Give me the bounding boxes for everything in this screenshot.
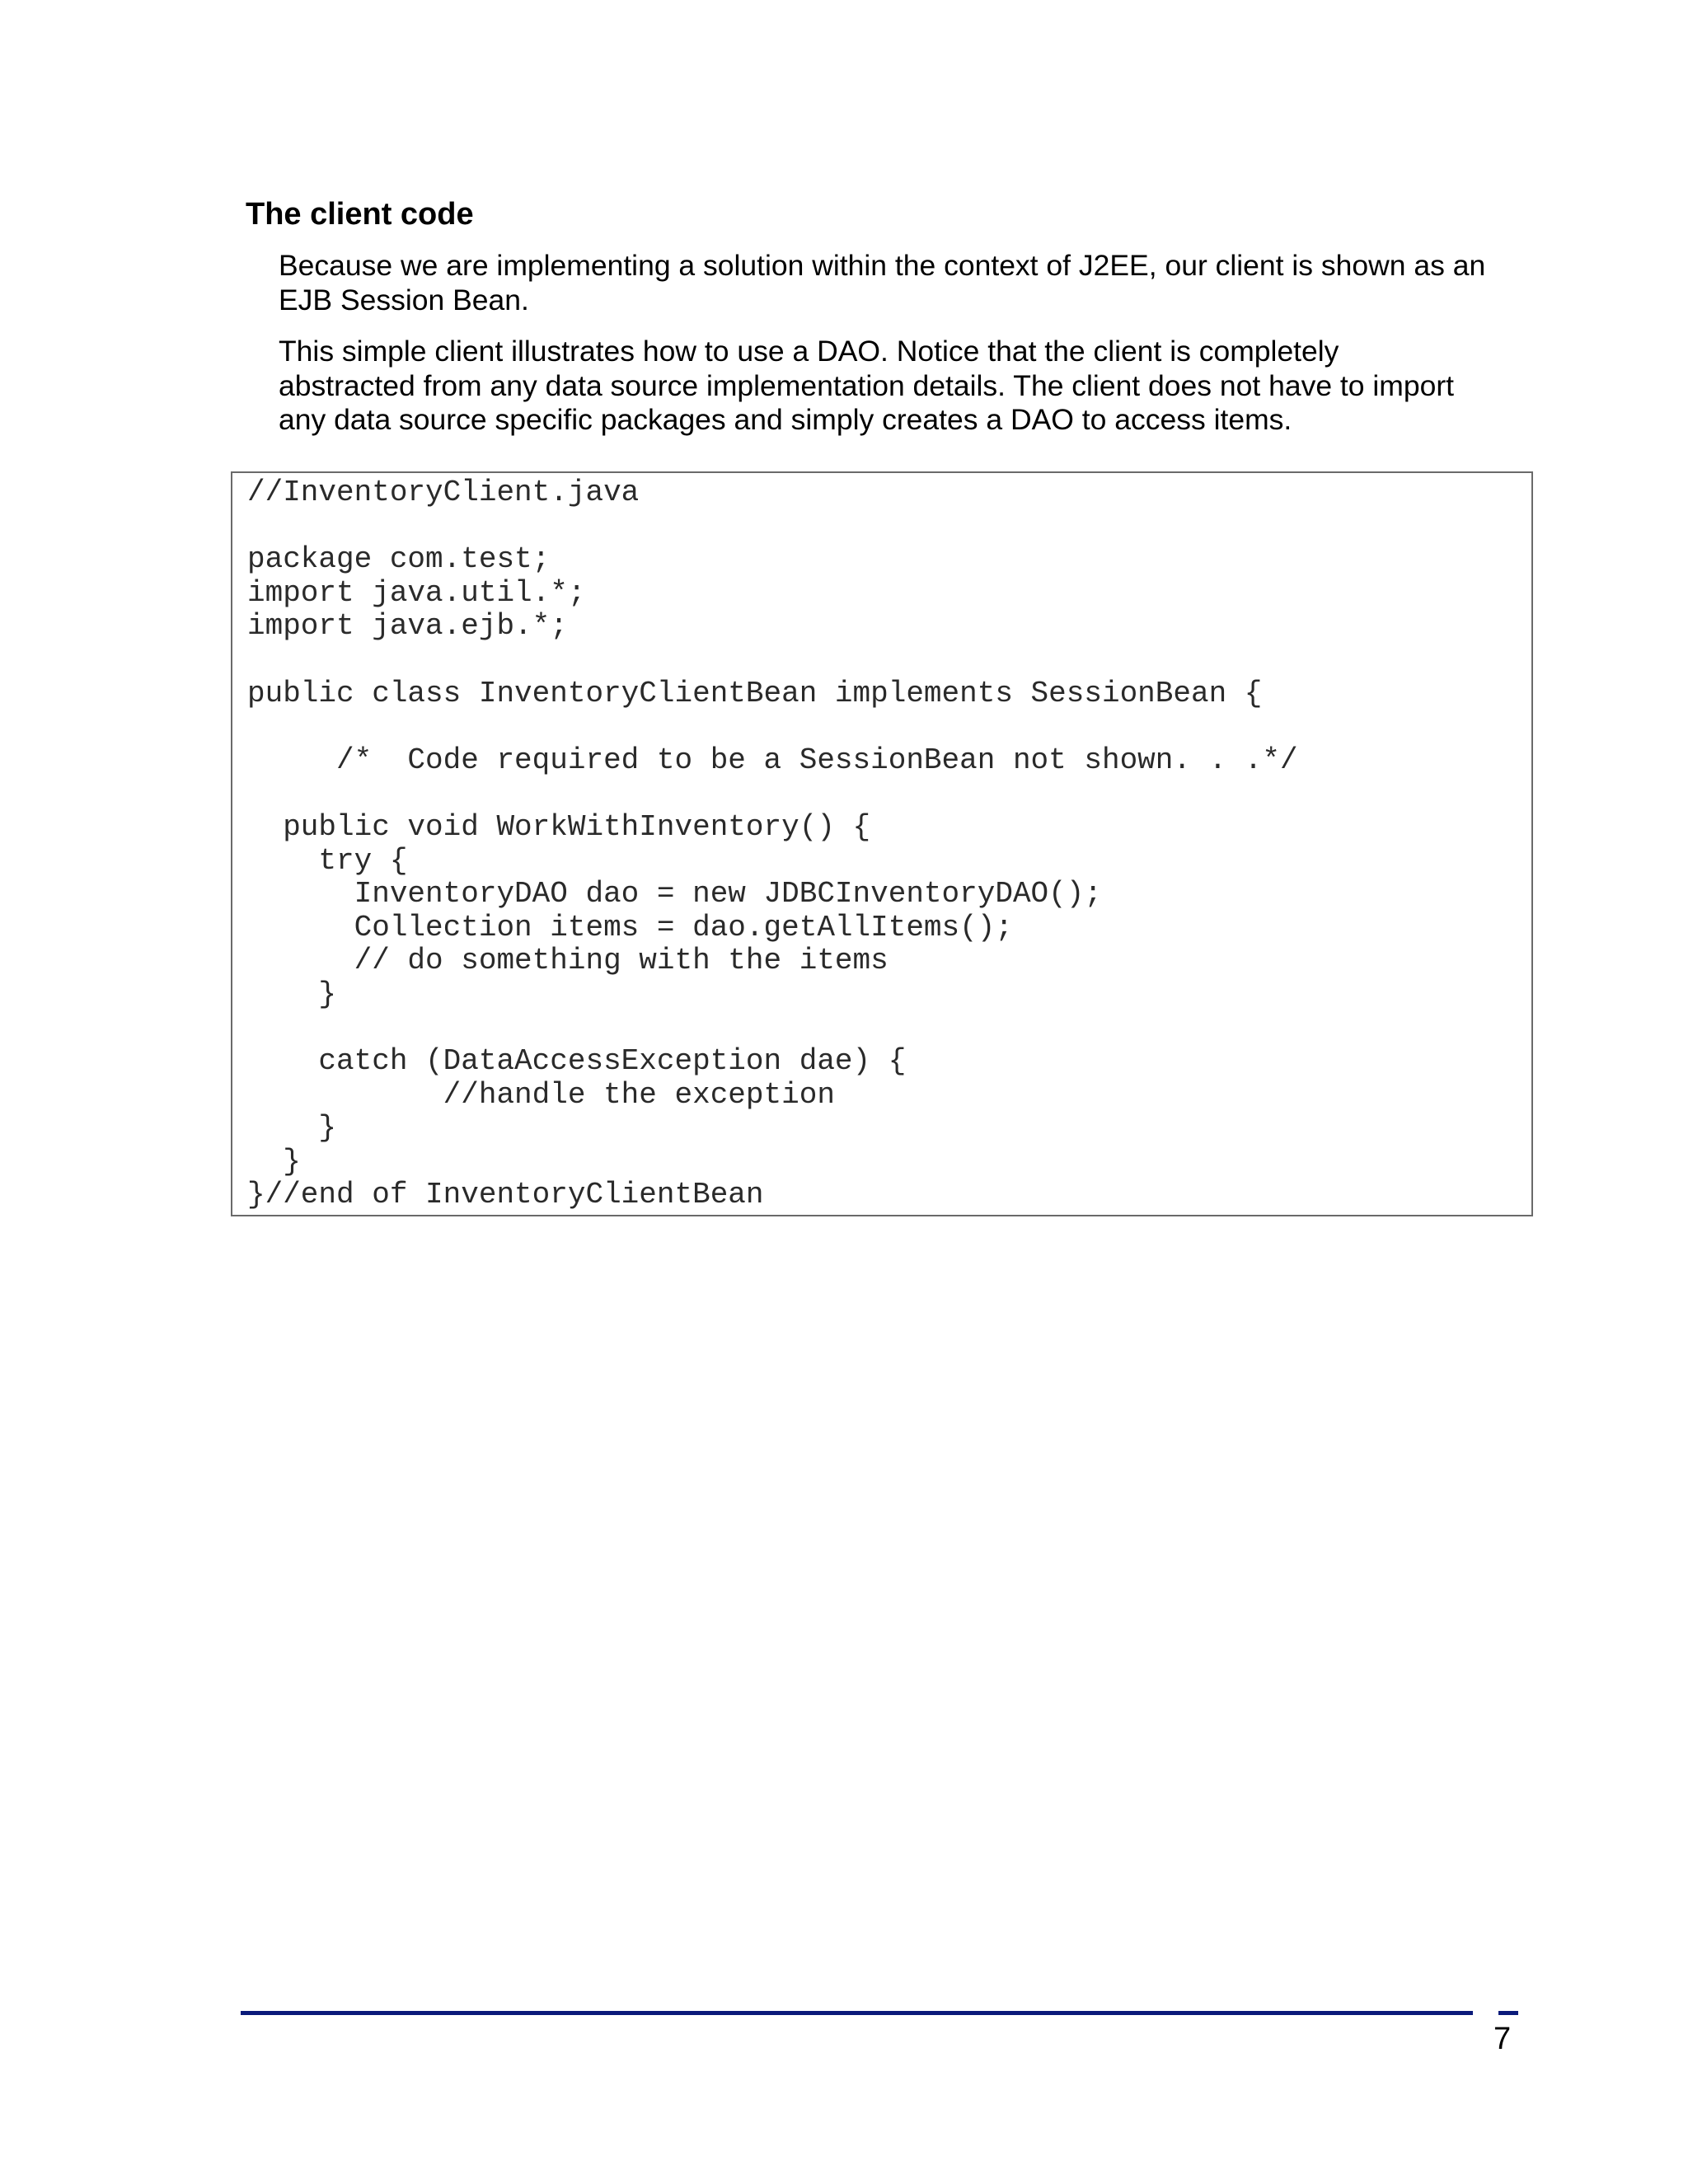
code-listing: //InventoryClient.java package com.test; import java.util.*; import java.ejb.*; public class InventoryClientBean implements SessionBean { /* Code required to be a SessionBean not shown. . .*/ public void WorkWithInventory() { try { InventoryDAO dao = new JDBCInventoryDAO(); Collection items = dao.getAllItems(); // do something with the items } catch (DataAccessException dae) { //handle the exception } } }//end of InventoryClientBean (247, 476, 1298, 1212)
intro-paragraph: Because we are implementing a solution within the context of J2EE, our client is shown as an EJB Session Bean. (279, 249, 1486, 316)
description-paragraph: This simple client illustrates how to use a DAO. Notice that the client is completely abstracted from any data source implementation details. The client does not have to import any data source specific packages and simply creates a DAO to access items. (279, 335, 1455, 436)
footer-rule-mark (1498, 2011, 1518, 2015)
code-listing-box (231, 471, 1533, 1216)
page-number: 7 (1493, 2022, 1512, 2056)
footer-rule (241, 2011, 1473, 2015)
section-heading: The client code (246, 197, 474, 232)
